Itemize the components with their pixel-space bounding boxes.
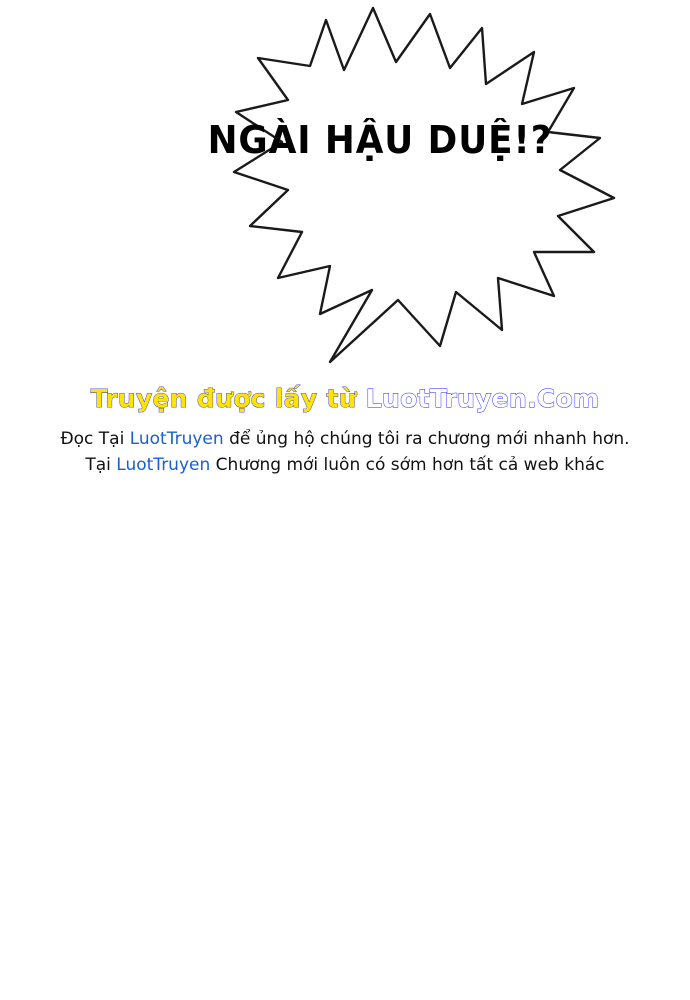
credit-line3-part1: Tại: [85, 455, 117, 475]
speech-balloon-shape: [130, 0, 630, 390]
credit-line-3: [0, 452, 690, 478]
credit-headline-site: LuotTruyen.Com: [365, 384, 600, 413]
credit-line2-part1: Đọc Tại: [60, 429, 130, 449]
credit-line3-brand: LuotTruyen: [116, 455, 211, 475]
blank-panel-area: [0, 520, 690, 1000]
credit-headline: [0, 382, 690, 416]
credit-line-2: [0, 426, 690, 452]
credit-line2-part2: để ủng hộ chúng tôi ra chương mới nhanh hơn.: [223, 429, 630, 449]
credit-line3-part2: Chương mới luôn có sớm hơn tất cả web khác: [210, 455, 605, 475]
balloon-text: NGÀI HẬU DUỆ!?: [207, 118, 553, 162]
credit-line2-brand: LuotTruyen: [129, 429, 224, 449]
watermark-credit: [0, 382, 690, 478]
credit-headline-prefix: Truyện được lấy từ: [90, 384, 366, 413]
speech-balloon: [130, 0, 630, 390]
